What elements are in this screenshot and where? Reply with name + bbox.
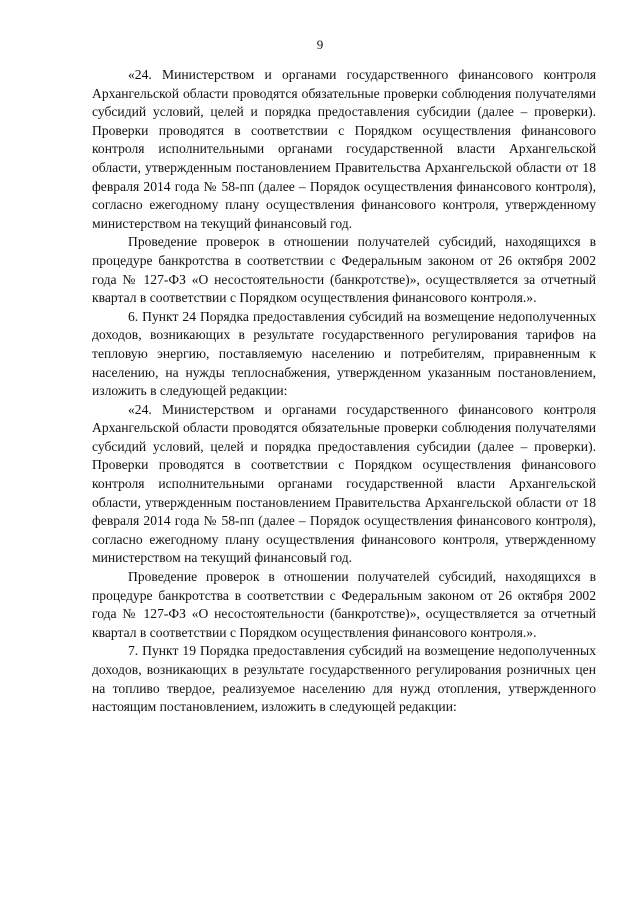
paragraph-bankruptcy-checks-1: Проведение проверок в отношении получателей субсидий, находящихся в процедуре банкротства в соответствии с Федеральным законом от 26 октября 2002 года № 127-ФЗ «О несостоятельности (банкротстве)», осуществляется за отчетный квартал в соответствии с Порядком осуществления финансового контроля.». — [92, 234, 596, 306]
paragraph-bankruptcy-checks-2: Проведение проверок в отношении получателей субсидий, находящихся в процедуре банкротства в соответствии с Федеральным законом от 26 октября 2002 года № 127-ФЗ «О несостоятельности (банкротстве)», осуществляется за отчетный квартал в соответствии с Порядком осуществления финансового контроля.». — [92, 569, 596, 640]
document-body — [92, 66, 596, 717]
paragraph-item-6: 6. Пункт 24 Порядка предоставления субсидий на возмещение недополученных доходов, возникающих в результате государственного регулирования тарифов на тепловую энергию, поставляемую населению и потребителям, приравненным к населению, на нужды теплоснабжения, утвержденном указанным постановлением, изложить в следующей редакции: — [92, 308, 596, 399]
paragraph-24-first-version: «24. Министерством и органами государственного финансового контроля Архангельской области проводятся обязательные проверки соблюдения получателями субсидий условий, целей и порядка предоставления субсидии (далее – проверки). Проверки проводятся в соответствии с Порядком осуществления финансового контроля исполнительными органами государственной власти Архангельской области, утвержденным постановлением Правительства Архангельской области от 18 февраля 2014 года № 58-пп (далее – Порядок осуществления финансового контроля), согласно ежегодному плану осуществления финансового контроля, утвержденному министерством на текущий финансовый год. — [92, 67, 596, 231]
paragraph-item-7: 7. Пункт 19 Порядка предоставления субсидий на возмещение недополученных доходов, возникающих в результате государственного регулирования розничных цен на топливо твердое, реализуемое населению для нужд отопления, утвержденного настоящим постановлением, изложить в следующей редакции: — [92, 643, 596, 715]
paragraph-24-second-version: «24. Министерством и органами государственного финансового контроля Архангельской области проводятся обязательные проверки соблюдения получателями субсидий условий, целей и порядка предоставления субсидии (далее – проверки). Проверки проводятся в соответствии с Порядком осуществления финансового контроля исполнительными органами государственной власти Архангельской области, утвержденным постановлением Правительства Архангельской области от 18 февраля 2014 года № 58-пп (далее – Порядок осуществления финансового контроля), согласно ежегодному плану осуществления финансового контроля, утвержденному министерством на текущий финансовый год. — [92, 401, 596, 566]
page-number: 9 — [316, 37, 324, 52]
